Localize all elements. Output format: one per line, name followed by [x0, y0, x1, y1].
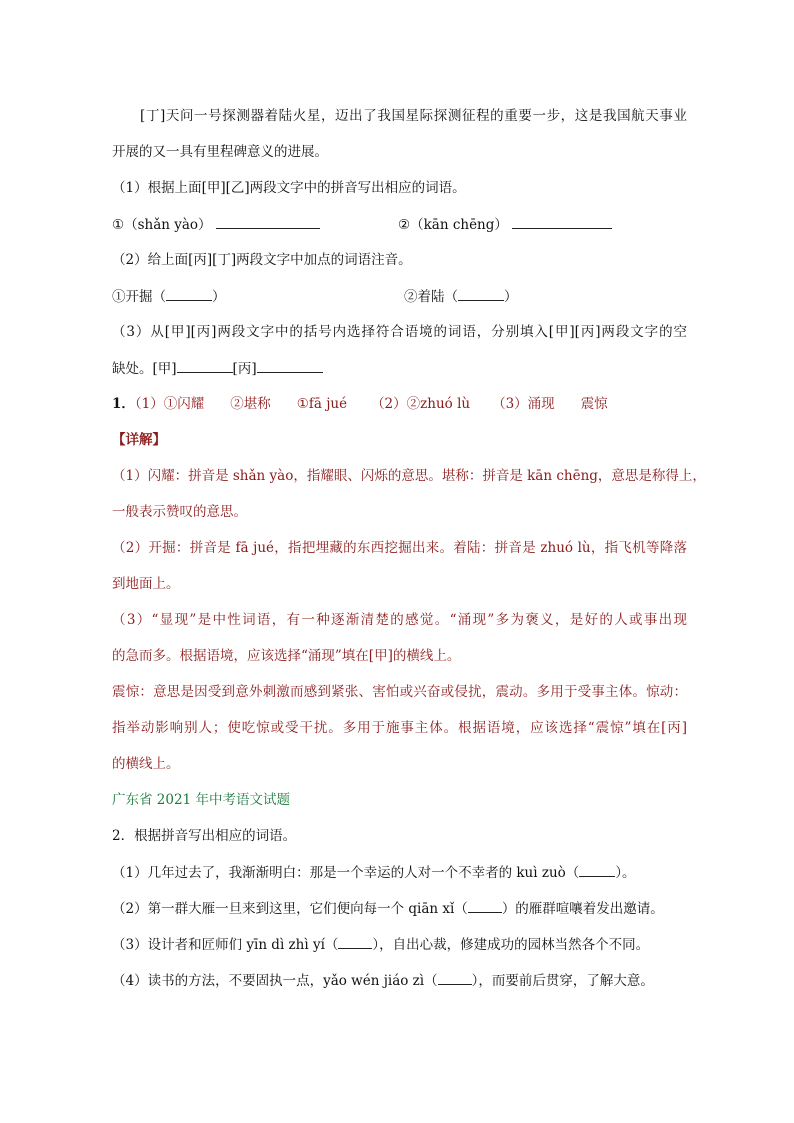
answer1-a2: ②堪称	[230, 396, 271, 412]
answer-blank[interactable]	[468, 898, 502, 913]
q1-sub1-item-a	[112, 214, 320, 235]
q2-s2-pre: （2）第一群大雁一旦来到这里，它们便向每一个 qiān xǐ（	[112, 901, 468, 917]
answer-blank[interactable]	[338, 934, 372, 949]
passage-ding-line2: 开展的又一具有里程碑意义的进展。	[112, 144, 328, 160]
q1-sub2-item-b	[404, 286, 518, 307]
q1-sub1-item-a-label: ①（shǎn yào）	[112, 217, 212, 233]
q2-sentence2	[112, 898, 664, 919]
answer1-a5: （3）涌现	[492, 396, 555, 412]
q2-s1-post: ）。	[615, 865, 636, 881]
q2-s3-post: ），自出心裁，修建成功的园林当然各个不同。	[372, 937, 650, 953]
explain-p3-line1: （3）“显现”是中性词语，有一种逐渐清楚的感觉。“涌现”多为褒义，是好的人或事出现	[112, 612, 687, 628]
explain-p2-line2: 到地面上。	[112, 576, 180, 592]
answer1-line	[112, 394, 608, 414]
answer-blank[interactable]	[579, 862, 615, 877]
q1-sub2-item-b-post: ）	[504, 289, 518, 305]
q1-sub3-prompt-line2	[112, 358, 323, 379]
q1-sub2-item-a-post: ）	[212, 289, 226, 305]
q1-sub2-item-b-pre: ②着陆（	[404, 289, 458, 305]
q2-s4-post: ），而要前后贯穿，了解大意。	[471, 973, 654, 989]
source-title: 广东省 2021 年中考语文试题	[112, 792, 290, 808]
explain-p4-line2: 指举动影响别人；使吃惊或受干扰。多用于施事主体。根据语境，应该选择“震惊”填在[丙]	[112, 720, 687, 736]
q1-sub3-prompt-line1: （3）从[甲][丙]两段文字中的括号内选择符合语境的词语，分别填入[甲][丙]两段文字的空	[112, 324, 687, 340]
explain-p4-line1: 震惊：意思是因受到意外刺激而感到紧张、害怕或兴奋或侵扰，震动。多用于受事主体。惊动：	[112, 684, 687, 700]
answer-blank[interactable]	[257, 358, 323, 373]
explain-p2-line1: （2）开掘：拼音是 fā jué，指把埋藏的东西挖掘出来。着陆：拼音是 zhuó lù，指飞机等降落	[112, 540, 687, 556]
q1-sub2-item-a	[112, 286, 226, 307]
explain-p1-line1: （1）闪耀：拼音是 shǎn yào，指耀眼、闪烁的意思。堪称：拼音是 kān chēng，意思是称得上，	[112, 468, 706, 484]
answer-blank[interactable]	[166, 286, 212, 301]
q1-sub3-jia-label: 缺处。[甲]	[112, 361, 177, 377]
answer-blank[interactable]	[512, 214, 612, 229]
answer-blank[interactable]	[177, 358, 233, 373]
q2-s4-pre: （4）读书的方法，不要固执一点，yǎo wén jiáo zì（	[112, 973, 438, 989]
q2-s2-post: ）的雁群喧嚷着发出邀请。	[501, 901, 664, 917]
q1-sub1-prompt: （1）根据上面[甲][乙]两段文字中的拼音写出相应的词语。	[112, 180, 466, 196]
explain-p4-line3: 的横线上。	[112, 756, 180, 772]
q1-sub2-prompt: （2）给上面[丙][丁]两段文字中加点的词语注音。	[112, 252, 412, 268]
q2-sentence3	[112, 934, 649, 955]
explain-p3-line2: 的急而多。根据语境，应该选择“涌现”填在[甲]的横线上。	[112, 648, 461, 664]
answer1-a6: 震惊	[580, 396, 608, 412]
q2-prompt: 2．根据拼音写出相应的词语。	[112, 828, 297, 844]
passage-ding-line1: [丁]天问一号探测器着陆火星，迈出了我国星际探测征程的重要一步，这是我国航天事业	[140, 108, 687, 124]
answer-blank[interactable]	[438, 970, 472, 985]
q1-sub2-item-a-pre: ①开掘（	[112, 289, 166, 305]
answer-blank[interactable]	[216, 214, 320, 229]
q2-s3-pre: （3）设计者和匠师们 yīn dì zhì yí（	[112, 937, 339, 953]
q2-s1-pre: （1）几年过去了，我渐渐明白：那是一个幸运的人对一个不幸者的 kuì zuò（	[112, 865, 580, 881]
answer1-a1: （1）①闪耀	[134, 396, 205, 412]
explain-title: 【详解】	[112, 432, 166, 448]
answer1-number: 1．	[112, 396, 135, 412]
q1-sub3-bing-label: [丙]	[232, 361, 257, 377]
q1-sub1-item-b	[398, 214, 612, 235]
q2-sentence1	[112, 862, 636, 883]
answer-blank[interactable]	[458, 286, 504, 301]
answer1-a4: （2）②zhuó lù	[371, 396, 471, 412]
answer1-a3: ①fā jué	[296, 396, 348, 412]
explain-p1-line2: 一般表示赞叹的意思。	[112, 504, 247, 520]
q2-sentence4	[112, 970, 654, 991]
q1-sub1-item-b-label: ②（kān chēng）	[398, 217, 508, 233]
